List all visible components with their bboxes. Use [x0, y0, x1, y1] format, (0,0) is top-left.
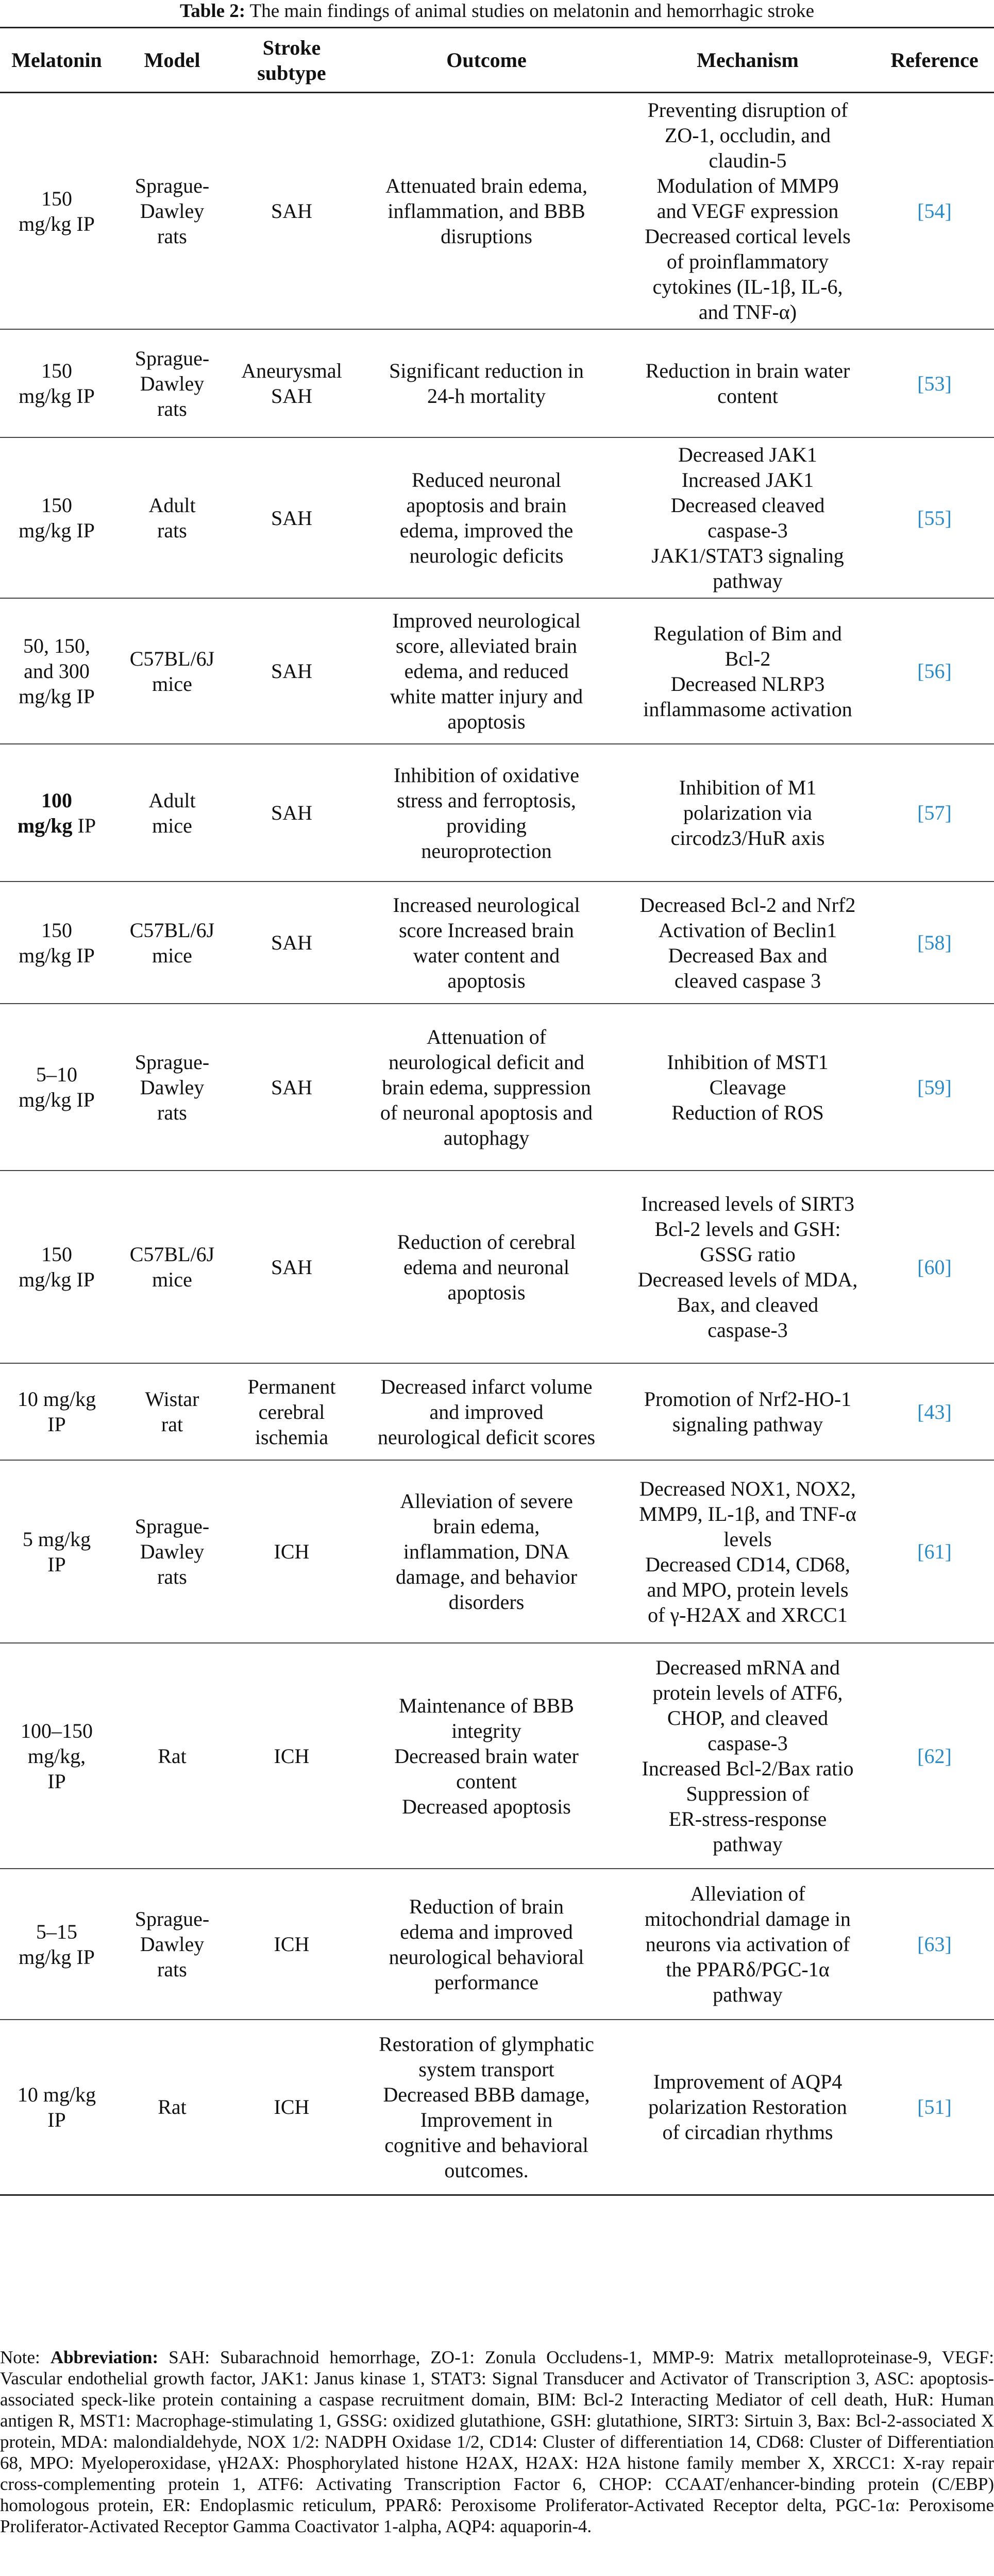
cell-outcome: Attenuation of neurological deficit and brain edema, suppression of neuronal apoptosis and autophagy	[380, 1025, 593, 1149]
header-stroke-subtype: Stroke subtype	[257, 36, 326, 84]
cell-mechanism: Decreased mRNA and protein levels of ATF6, CHOP, and cleaved caspase-3 Increased Bcl-2/Bax ratio Suppression of ER-stress-response pathway	[642, 1656, 854, 1856]
cell-mechanism: Reduction in brain water content	[645, 359, 850, 408]
cell-model: C57BL/6J mice	[129, 918, 215, 967]
cell-model: Sprague- Dawley rats	[134, 1515, 210, 1588]
cell-model: Adult mice	[148, 788, 196, 837]
table-row	[0, 744, 994, 882]
cell-subtype: SAH	[271, 199, 313, 223]
cell-subtype: Aneurysmal SAH	[241, 359, 342, 408]
header-mechanism: Mechanism	[697, 48, 799, 72]
reference-link[interactable]: [54]	[917, 199, 952, 223]
cell-mechanism: Increased levels of SIRT3 Bcl-2 levels and GSH: GSSG ratio Decreased levels of MDA, Bax, and cleaved caspase-3	[637, 1192, 858, 1342]
cell-subtype: SAH	[271, 801, 313, 824]
table-row	[0, 1643, 994, 1869]
cell-outcome: Alleviation of severe brain edema, inflammation, DNA damage, and behavior disorders	[395, 1489, 578, 1614]
table-row	[0, 1004, 994, 1171]
reference-link[interactable]: [59]	[917, 1075, 952, 1099]
cell-dose: 50, 150, and 300 mg/kg IP	[19, 634, 95, 708]
table-row	[0, 598, 994, 744]
cell-dose: 150 mg/kg IP	[19, 187, 95, 235]
table-row	[0, 1460, 994, 1643]
abbreviation-note	[0, 2347, 994, 2537]
cell-outcome: Attenuated brain edema, inflammation, and BBB disruptions	[385, 174, 588, 248]
cell-model: Sprague- Dawley rats	[134, 1907, 210, 1981]
header-reference: Reference	[890, 48, 979, 72]
cell-outcome: Maintenance of BBB integrity Decreased brain water content Decreased apoptosis	[394, 1693, 579, 1818]
cell-mechanism: Decreased Bcl-2 and Nrf2 Activation of Beclin1 Decreased Bax and cleaved caspase 3	[639, 893, 856, 992]
cell-subtype: ICH	[274, 1744, 310, 1768]
cell-outcome: Increased neurological score Increased brain water content and apoptosis	[393, 893, 580, 992]
cell-dose	[0, 744, 113, 882]
header-model: Model	[144, 48, 200, 72]
header-melatonin: Melatonin	[11, 48, 102, 72]
reference-link[interactable]: [62]	[917, 1744, 952, 1768]
table-row	[0, 2020, 994, 2195]
cell-dose: 150 mg/kg IP	[19, 494, 95, 542]
reference-link[interactable]: [60]	[917, 1255, 952, 1279]
cell-outcome: Reduced neuronal apoptosis and brain edema, improved the neurologic deficits	[399, 468, 574, 567]
table-caption	[0, 0, 994, 22]
reference-link[interactable]: [57]	[917, 801, 952, 824]
cell-outcome: Restoration of glymphatic system transport Decreased BBB damage, Improvement in cognitive and behavioral outcomes.	[379, 2032, 594, 2182]
reference-link[interactable]: [63]	[917, 1933, 952, 1956]
header-outcome: Outcome	[446, 48, 527, 72]
cell-mechanism: Preventing disruption of ZO-1, occludin, and claudin-5 Modulation of MMP9 and VEGF expression Decreased cortical levels of proinflammatory cytokines (IL-1β, IL-6, and TNF-α)	[645, 98, 851, 324]
cell-subtype: SAH	[271, 931, 313, 954]
cell-subtype: SAH	[271, 1255, 313, 1279]
cell-outcome: Decreased infarct volume and improved neurological deficit scores	[377, 1375, 596, 1449]
table-row	[0, 1869, 994, 2020]
cell-mechanism: Regulation of Bim and Bcl-2 Decreased NLRP3 inflammasome activation	[643, 621, 852, 721]
reference-link[interactable]: [55]	[917, 506, 952, 530]
cell-mechanism: Decreased NOX1, NOX2, MMP9, IL-1β, and TNF-α levels Decreased CD14, CD68, and MPO, protein levels of γ-H2AX and XRCC1	[639, 1477, 856, 1626]
reference-link[interactable]: [43]	[917, 1400, 952, 1423]
cell-outcome: Inhibition of oxidative stress and ferroptosis, providing neuroprotection	[394, 763, 579, 862]
cell-dose: 5–10 mg/kg IP	[19, 1063, 95, 1111]
reference-link[interactable]: [58]	[917, 931, 952, 954]
cell-dose: 100–150 mg/kg, IP	[21, 1719, 93, 1793]
table-header-row	[0, 28, 994, 93]
cell-model: Rat	[158, 1744, 187, 1768]
cell-mechanism: Inhibition of M1 polarization via circodz3/HuR axis	[670, 776, 825, 850]
note-text: SAH: Subarachnoid hemorrhage, ZO-1: Zonula Occludens-1, MMP-9: Matrix metalloproteinase-9, VEGF: Vascular endothelial growth factor, JAK1: Janus kinase 1, STAT3: Signal Transducer and Activator of Transcription 3, ASC: apoptosis-associated speck-like protein containing a caspase recruitment domain, BIM: Bcl-2 Interacting Mediator of cell death, HuR: Human antigen R, MST1: Macrophage-stimulating 1, GSSG: oxidized glutathione, GSH: glutathione, SIRT3: Sirtuin 3, Bax: Bcl-2-associated X protein, MDA: malondialdehyde, NOX 1/2: NADPH Oxidase 1/2, CD14: Cluster of differentiation 14, CD68: Cluster of Differentiation 68, MPO: Myeloperoxidase, γH2AX: Phosphorylated histone H2AX, H2AX: H2A histone family member X, XRCC1: X-ray repair cross-complementing protein 1, ATF6: Activating Transcription Factor 6, CHOP: CCAAT/enhancer-binding protein (C/EBP) homologous protein, ER: Endoplasmic reticulum, PPARδ: Peroxisome Proliferator-Activated Receptor delta, PGC-1α: Peroxisome Proliferator-Activated Receptor Gamma Coactivator 1-alpha, AQP4: aquaporin-4.	[0, 2347, 994, 2536]
reference-link[interactable]: [56]	[917, 659, 952, 683]
cell-subtype: Permanent cerebral ischemia	[247, 1375, 336, 1449]
cell-mechanism: Alleviation of mitochondrial damage in neurons via activation of the PPARδ/PGC-1α pathway	[645, 1882, 851, 2006]
dose-bold: 100 mg/kg	[17, 788, 73, 837]
cell-subtype: SAH	[271, 659, 313, 683]
cell-dose: 150 mg/kg IP	[19, 918, 95, 967]
cell-dose: 5 mg/kg IP	[22, 1527, 91, 1576]
cell-outcome: Significant reduction in 24-h mortality	[389, 359, 584, 408]
table-row	[0, 1363, 994, 1460]
cell-mechanism: Promotion of Nrf2-HO-1 signaling pathway	[644, 1387, 852, 1436]
cell-subtype: ICH	[274, 2095, 310, 2119]
cell-outcome: Reduction of brain edema and improved neurological behavioral performance	[389, 1894, 584, 1994]
cell-subtype: SAH	[271, 1075, 313, 1099]
cell-outcome: Reduction of cerebral edema and neuronal apoptosis	[397, 1230, 576, 1304]
table-row	[0, 93, 994, 330]
cell-mechanism: Improvement of AQP4 polarization Restoration of circadian rhythms	[648, 2070, 847, 2144]
cell-model: C57BL/6J mice	[129, 1243, 215, 1291]
table-caption-label: Table 2:	[179, 1, 246, 22]
cell-dose: 150 mg/kg IP	[19, 1243, 95, 1291]
cell-subtype: SAH	[271, 506, 313, 530]
cell-model: Sprague- Dawley rats	[134, 1050, 210, 1124]
table-row	[0, 437, 994, 598]
cell-model: Rat	[158, 2095, 187, 2119]
findings-table	[0, 27, 994, 2196]
cell-dose: 10 mg/kg IP	[17, 1387, 96, 1436]
dose-rest: IP	[72, 814, 96, 837]
cell-mechanism: Inhibition of MST1 Cleavage Reduction of ROS	[667, 1050, 829, 1124]
cell-dose: 10 mg/kg IP	[17, 2082, 96, 2131]
table-row	[0, 329, 994, 437]
note-label: Abbreviation:	[50, 2347, 159, 2367]
cell-subtype: ICH	[274, 1933, 310, 1956]
cell-model: Wistar rat	[145, 1387, 199, 1436]
cell-outcome: Improved neurological score, alleviated brain edema, and reduced white matter injury and apoptosis	[390, 609, 583, 733]
cell-dose: 5–15 mg/kg IP	[19, 1920, 95, 1969]
table-row	[0, 882, 994, 1004]
table-caption-text: The main findings of animal studies on melatonin and hemorrhagic stroke	[245, 1, 815, 22]
cell-subtype: ICH	[274, 1540, 310, 1563]
note-prefix: Note:	[0, 2347, 50, 2367]
cell-model: C57BL/6J mice	[129, 647, 215, 696]
cell-model: Sprague- Dawley rats	[134, 174, 210, 248]
cell-mechanism: Decreased JAK1 Increased JAK1 Decreased cleaved caspase-3 JAK1/STAT3 signaling pathway	[651, 443, 844, 592]
table-row	[0, 1171, 994, 1363]
cell-model: Sprague- Dawley rats	[134, 346, 210, 420]
cell-model: Adult rats	[148, 494, 196, 542]
reference-link[interactable]: [53]	[917, 371, 952, 395]
reference-link[interactable]: [51]	[917, 2095, 952, 2119]
cell-dose: 150 mg/kg IP	[19, 359, 95, 408]
reference-link[interactable]: [61]	[917, 1540, 952, 1563]
